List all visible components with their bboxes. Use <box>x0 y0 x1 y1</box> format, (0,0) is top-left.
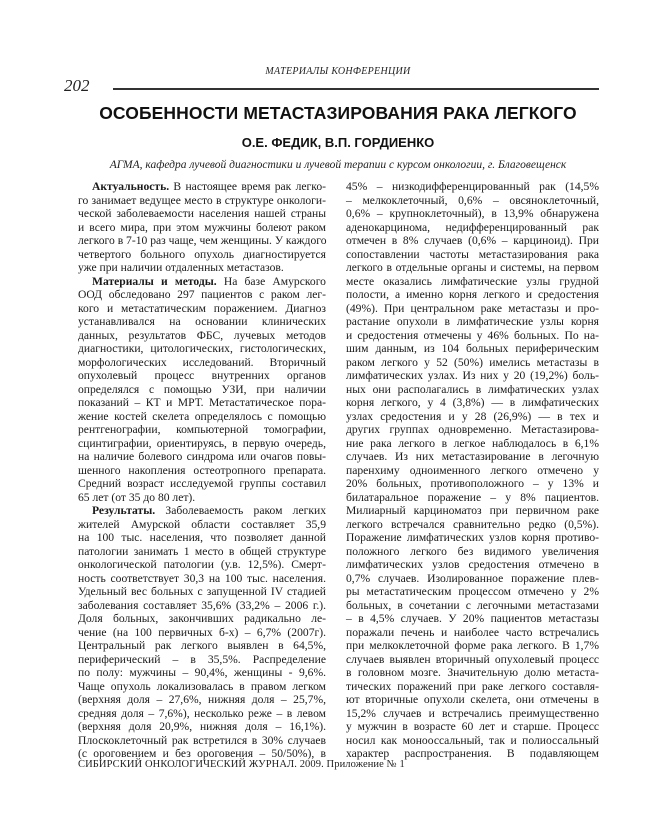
text-line <box>346 626 599 640</box>
line-text: Средний возраст исследуемой группы составил <box>78 477 326 490</box>
line-text: случаев выявлен вторичный опухолевый процесс <box>346 652 599 666</box>
line-text: показаний – КТ и МРТ. Метастатическое пора- <box>78 396 326 409</box>
text-line <box>78 491 326 505</box>
line-text: раком легкого у 52 (50%) имелись метастазы в <box>346 355 599 369</box>
text-line <box>346 464 599 478</box>
line-text: в головном мозге. Значительную долю метаста- <box>346 666 599 679</box>
text-line <box>78 369 326 383</box>
line-text: четвертого больного опухоль диагностируется <box>78 247 326 261</box>
line-text: средняя доля – 7,6%), несколько реже – в левом <box>78 706 326 720</box>
line-text: Чаще опухоль локализовалась в правом легком <box>78 679 326 693</box>
header-rule-divider <box>113 88 599 90</box>
text-line <box>78 558 326 572</box>
line-text: онкологической патологии (у.в. 12,5%). Смерт- <box>78 558 326 571</box>
section-heading: Материалы и методы. <box>92 274 217 288</box>
line-text: 0,7% случаев. Изолированное поражение плев- <box>346 571 599 585</box>
text-line <box>78 612 326 626</box>
line-text: данных, результатов ФБС, лучевых методов <box>78 328 326 342</box>
line-text: аденокарцинома, недифференцированный рак <box>346 220 599 234</box>
text-line <box>78 302 326 316</box>
text-line <box>346 599 599 613</box>
line-text: кого и метастатическим поражением. Диагноз <box>78 301 326 315</box>
text-line <box>78 626 326 640</box>
text-line <box>78 315 326 329</box>
text-line <box>78 437 326 451</box>
line-text: го занимает ведущее место в структуре онкологи- <box>78 193 326 207</box>
line-text: поражали печень и наиболее часто встречались <box>346 625 599 639</box>
line-text: диагностики, цитологических, гистологических, <box>78 342 326 355</box>
text-line <box>78 329 326 343</box>
text-line <box>346 356 599 370</box>
text-line <box>78 477 326 491</box>
line-text: полости, а именно корня легкого и средостения <box>346 288 599 301</box>
line-text: растание опухоли в лимфатические узлы корня <box>346 315 599 328</box>
text-line <box>78 599 326 613</box>
article-authors: О.Е. ФЕДИК, В.П. ГОРДИЕНКО <box>241 135 435 150</box>
text-line <box>346 666 599 680</box>
line-text: Милиарный карциноматоз при первичном раке <box>346 504 599 517</box>
line-text: заболевания составляет 35,6% (33,2% – 2006 г.). <box>78 598 326 612</box>
text-line <box>78 464 326 478</box>
text-line <box>346 477 599 491</box>
line-text: На базе Амурского <box>216 274 326 288</box>
text-line <box>78 396 326 410</box>
line-text: больных, в сочетании с легочными метастазами <box>346 598 599 612</box>
text-line <box>346 396 599 410</box>
line-text: патологии занимать 1 место в общей структуре <box>78 544 326 558</box>
text-line <box>346 437 599 451</box>
line-text: Плоскоклеточный рак встретился в 30% случаев <box>78 733 326 747</box>
line-text: сопоставлении частоты метастазирования рака <box>346 247 599 261</box>
text-line <box>78 707 326 721</box>
line-text: месте оказались лимфатические узлы грудной <box>346 274 599 288</box>
text-line <box>78 383 326 397</box>
line-text: жение костей скелета определялось с помощью <box>78 409 326 423</box>
text-line <box>346 504 599 518</box>
line-text: 20% больных, противоположного – у 13% и <box>346 477 599 490</box>
line-text: паренхиму одноименного легкого отмечено у <box>346 463 599 477</box>
line-text: ность соответствует 30,3 на 100 тыс. населения. <box>78 571 326 585</box>
text-line <box>346 423 599 437</box>
left-text-column <box>78 180 326 761</box>
text-line <box>346 207 599 221</box>
line-text: уже при наличии отдаленных метастазов. <box>78 261 284 274</box>
line-text: шим данным, из 104 больных периферическим <box>346 342 599 355</box>
line-text: ры метастатическим процессом отмечено у 2% <box>346 585 599 598</box>
right-text-column <box>346 180 599 761</box>
line-text: при мелкоклеточной форме рака легкого. В 1,7% <box>346 639 599 652</box>
text-line <box>346 329 599 343</box>
text-line <box>78 288 326 302</box>
line-text: лимфатических узлов средостения отмечено в <box>346 558 599 571</box>
text-line <box>78 275 326 289</box>
line-text: жителей Амурской области составляет 35,9 <box>78 517 326 531</box>
line-text: отмечен в 8% случаев (0,6% – карциноид). При <box>346 234 599 247</box>
text-line <box>78 261 326 275</box>
text-line <box>78 545 326 559</box>
text-line <box>78 734 326 748</box>
text-line <box>346 383 599 397</box>
text-line <box>78 248 326 262</box>
text-line <box>346 369 599 383</box>
text-line <box>346 491 599 505</box>
line-text: (верхняя доля 20,9%, нижняя доля – 16,1%). <box>78 720 326 733</box>
text-line <box>346 410 599 424</box>
text-line <box>346 545 599 559</box>
text-line <box>78 194 326 208</box>
text-line <box>78 693 326 707</box>
line-text: положного легкого без видимого увеличения <box>346 544 599 558</box>
text-line <box>346 221 599 235</box>
article-affiliation: АГМА, кафедра лучевой диагностики и лучевой терапии с курсом онкологии, г. Благовещенск <box>109 159 567 171</box>
line-text: опухолевый процесс внутренних органов <box>78 369 326 382</box>
line-text: рентгенографии, компьютерной томографии, <box>78 423 326 436</box>
text-line <box>346 734 599 748</box>
text-line <box>346 275 599 289</box>
text-line <box>346 234 599 248</box>
line-text: Доля больных, закончивших радикально ле- <box>78 612 326 625</box>
line-text: Заболеваемость раком легких <box>155 504 326 517</box>
text-line <box>78 653 326 667</box>
line-text: Поражение лимфатических узлов корня противо- <box>346 531 599 544</box>
text-line <box>346 342 599 356</box>
line-text: и всего мира, при этом мужчины болеют раком <box>78 220 326 234</box>
line-text: – в 4,5% случаев. У 20% пациентов метастазы <box>346 612 599 625</box>
text-line <box>346 720 599 734</box>
text-line <box>346 693 599 707</box>
text-line <box>78 680 326 694</box>
text-line <box>78 207 326 221</box>
line-text: ческой заболеваемости населения нашей страны <box>78 207 326 220</box>
page-number: 202 <box>64 76 90 95</box>
line-text: на 100 тыс. населения, что позволяет данной <box>78 531 326 544</box>
text-line <box>346 180 599 194</box>
text-line <box>346 558 599 572</box>
text-line <box>78 572 326 586</box>
text-line <box>346 531 599 545</box>
text-line <box>346 518 599 532</box>
line-text: корня легкого, у 4 (3,8%) — в лимфатических <box>346 396 599 409</box>
text-line <box>78 666 326 680</box>
text-line <box>78 531 326 545</box>
line-text: ют вторичные опухоли скелета, они отмечены в <box>346 693 599 706</box>
line-text: 0,6% – крупноклеточный), в 13,9% обнаружена <box>346 207 599 220</box>
running-head: МАТЕРИАЛЫ КОНФЕРЕНЦИИ <box>265 66 411 77</box>
line-text: узлах средостения и у 28 (26,9%) — в тех и <box>346 409 599 423</box>
line-text: случаев. Из них метастазирование в легочную <box>346 450 599 463</box>
line-text: тических поражений при раке легкого составля- <box>346 679 599 693</box>
line-text: (верхняя доля – 27,6%, нижняя доля – 25,7%, <box>78 693 326 706</box>
text-line <box>346 572 599 586</box>
line-text: лимфатических узлах. Из них у 20 (19,2%) боль- <box>346 369 599 382</box>
text-line <box>346 707 599 721</box>
text-line <box>78 410 326 424</box>
text-line <box>78 585 326 599</box>
line-text: сцинтиграфии, ориентируясь, в первую очередь, <box>78 436 326 450</box>
line-text: легкого в 7-10 раз чаще, чем женщины. У каждого <box>78 234 327 247</box>
text-line <box>346 288 599 302</box>
line-text: ООД обследовано 297 пациентов с раком лег- <box>78 288 326 301</box>
line-text: шенного накопления остеотропного препарата. <box>78 463 326 477</box>
text-line <box>346 450 599 464</box>
line-text: устанавливался на основании клинических <box>78 315 326 328</box>
text-line <box>346 261 599 275</box>
line-text: (с ороговением и без ороговения – 50/50%), в <box>78 747 326 760</box>
text-line <box>78 356 326 370</box>
text-line <box>346 639 599 653</box>
text-line <box>78 720 326 734</box>
line-text: 65 лет (от 35 до 80 лет). <box>78 490 196 504</box>
text-line <box>346 680 599 694</box>
line-text: ние рака легкого в легкое наблюдалось в 6,1% <box>346 436 599 450</box>
article-title: ОСОБЕННОСТИ МЕТАСТАЗИРОВАНИЯ РАКА ЛЕГКОГО <box>99 103 577 123</box>
line-text: 15,2% случаев и встречались преимущественно <box>346 706 599 720</box>
text-line <box>78 234 326 248</box>
line-text: определялся с помощью УЗИ, при наличии <box>78 382 326 396</box>
line-text: характер распространения. В подавляющем <box>346 747 599 760</box>
text-line <box>78 221 326 235</box>
text-line <box>346 248 599 262</box>
line-text: Удельный вес больных с запущенной IV стадией <box>78 585 326 598</box>
journal-footer: СИБИРСКИЙ ОНКОЛОГИЧЕСКИЙ ЖУРНАЛ. 2009. Приложение № 1 <box>78 759 405 770</box>
line-text: носил как моноосcальный, так и полиоссальный <box>346 733 599 747</box>
line-text: (49%). При центральном раке метастазы и про- <box>346 301 599 315</box>
text-line <box>78 180 326 194</box>
text-line <box>346 302 599 316</box>
text-line <box>346 653 599 667</box>
text-line <box>78 342 326 356</box>
line-text: ных они располагались в лимфатических узлах <box>346 382 599 396</box>
text-line <box>78 450 326 464</box>
text-line <box>78 423 326 437</box>
text-line <box>346 585 599 599</box>
line-text: 45% – низкодифференцированный рак (14,5% <box>346 180 599 193</box>
line-text: – мелкоклеточный, 0,6% – овсяноклеточный, <box>346 193 599 207</box>
line-text: В настоящее время рак легко- <box>169 180 326 193</box>
text-line <box>346 194 599 208</box>
line-text: легкого в отдельные органы и системы, на первом <box>346 261 599 274</box>
text-line <box>78 504 326 518</box>
line-text: легкого встречался сравнительно редко (0,5%). <box>346 517 599 531</box>
line-text: по полу: мужчины – 90,4%, женщины - 9,6%. <box>78 666 326 679</box>
line-text: на наличие болевого синдрома или очагов повы- <box>78 450 326 463</box>
text-line <box>78 639 326 653</box>
line-text: Центральный рак легкого выявлен в 64,5%, <box>78 639 326 652</box>
text-line <box>346 315 599 329</box>
line-text: морфологических исследований. Вторичный <box>78 355 326 369</box>
section-heading: Актуальность. <box>92 180 170 193</box>
line-text: билатаральное поражение – у 8% пациентов. <box>346 490 599 504</box>
text-line <box>346 612 599 626</box>
line-text: и средостения отмечены у 46% больных. По на- <box>346 328 599 342</box>
line-text: чение (на 100 первичных б-х) – 6,7% (2007г). <box>78 625 326 639</box>
line-text: периферический – в 35,5%. Распределение <box>78 652 326 666</box>
line-text: других группах одновременно. Метастазирова- <box>346 423 599 436</box>
text-line <box>78 518 326 532</box>
line-text: у мужчин в возрасте 60 лет и старше. Процесс <box>346 720 599 733</box>
section-heading: Результаты. <box>92 504 156 517</box>
